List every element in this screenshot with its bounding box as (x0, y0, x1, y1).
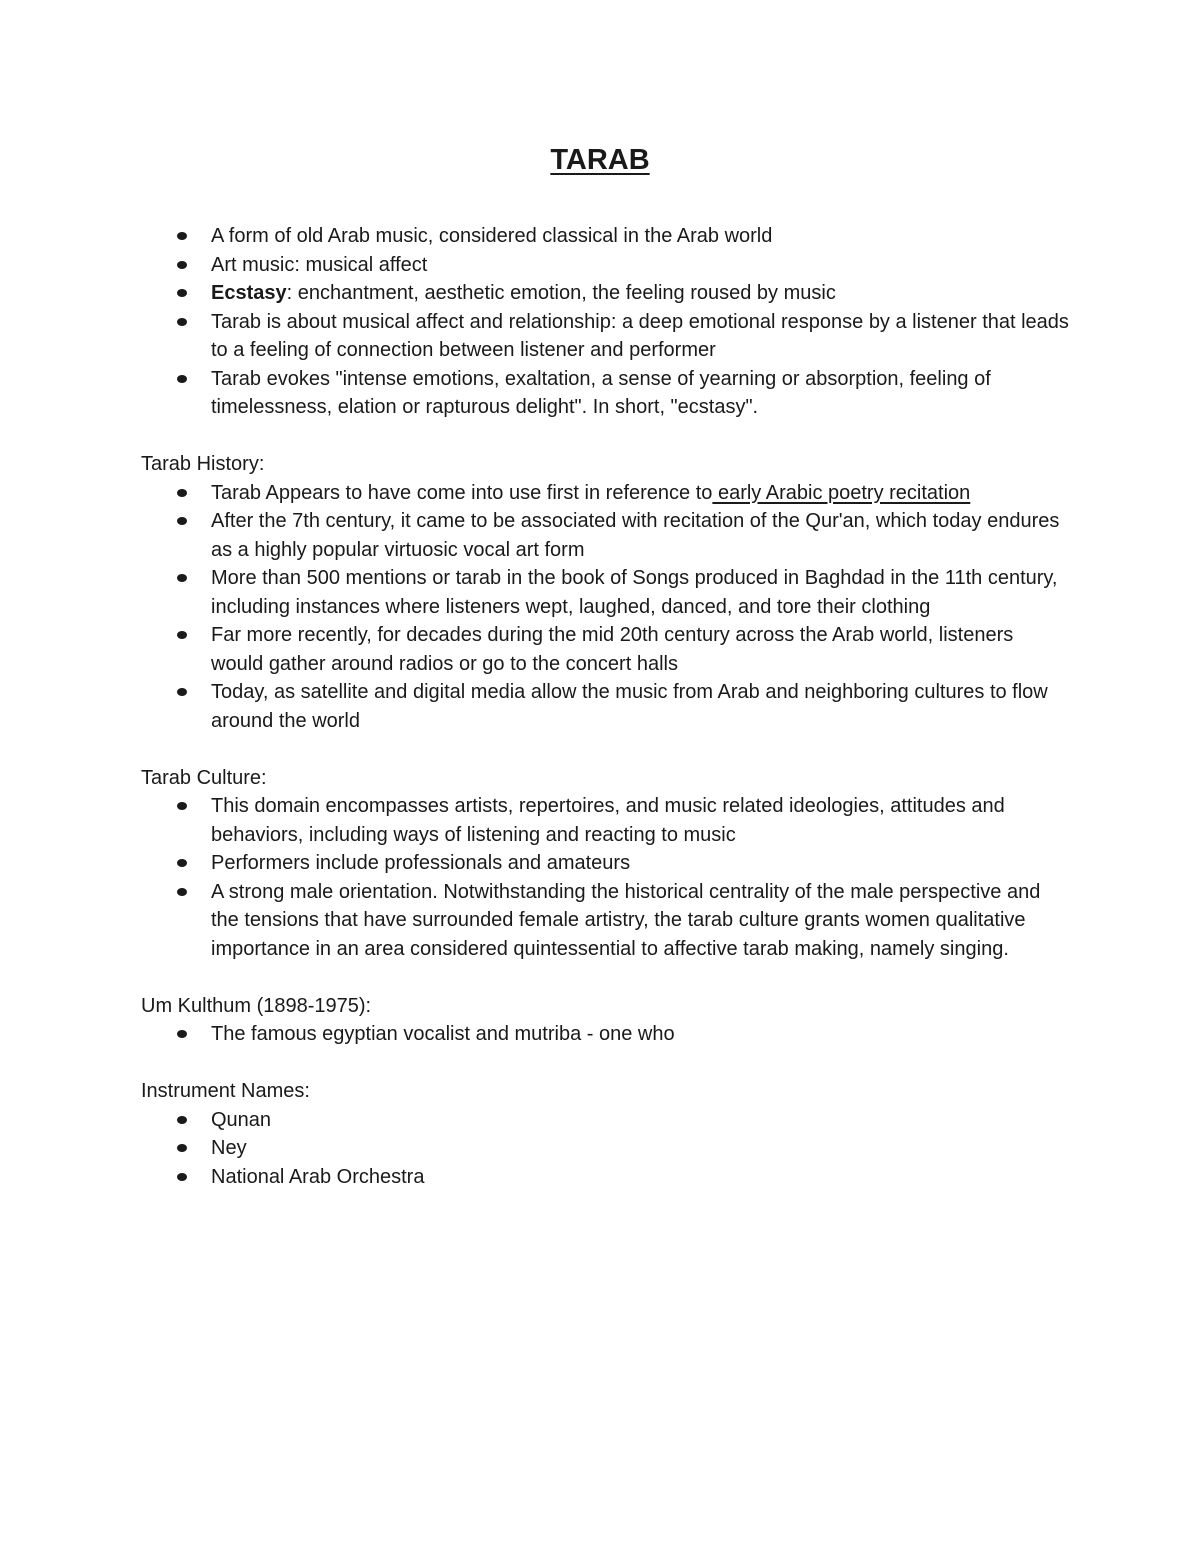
list-item: Far more recently, for decades during the mid 20th century across the Arab world, listeners would gather around radios or go to the concert halls (141, 621, 1071, 678)
intro-list (141, 222, 1071, 422)
list-item (141, 279, 1071, 308)
document-body (141, 222, 1071, 1191)
ecstasy-definition: : enchantment, aesthetic emotion, the feeling roused by music (286, 282, 836, 304)
kulthum-section (141, 992, 1071, 1049)
culture-section (141, 764, 1071, 964)
intro-section (141, 222, 1071, 422)
list-item: After the 7th century, it came to be associated with recitation of the Qur'an, which today endures as a highly popular virtuosic vocal art form (141, 507, 1071, 564)
culture-list (141, 792, 1071, 963)
list-item: Today, as satellite and digital media allow the music from Arab and neighboring cultures to flow around the world (141, 678, 1071, 735)
list-item: This domain encompasses artists, repertoires, and music related ideologies, attitudes and behaviors, including ways of listening and reacting to music (141, 792, 1071, 849)
list-item: A strong male orientation. Notwithstanding the historical centrality of the male perspective and the tensions that have surrounded female artistry, the tarab culture grants women qualitative importance in an area considered quintessential to affective tarab making, namely singing. (141, 878, 1071, 964)
list-item: Art music: musical affect (141, 251, 1071, 280)
list-item: Performers include professionals and amateurs (141, 849, 1071, 878)
ecstasy-term: Ecstasy (211, 282, 287, 304)
list-item: National Arab Orchestra (141, 1163, 1071, 1192)
section-heading: Instrument Names: (141, 1080, 310, 1102)
list-item (141, 479, 1071, 508)
section-heading: Um Kulthum (1898-1975): (141, 994, 372, 1017)
poetry-recitation-link[interactable]: early Arabic poetry recitation (712, 481, 971, 504)
list-item: Tarab evokes "intense emotions, exaltation, a sense of yearning or absorption, feeling of timelessness, elation or rapturous delight". In short, "ecstasy". (141, 365, 1071, 422)
list-item: Ney (141, 1134, 1071, 1163)
section-heading: Tarab Culture: (141, 766, 267, 789)
list-item: Tarab is about musical affect and relationship: a deep emotional response by a listener that leads to a feeling of connection between listener and performer (141, 308, 1071, 365)
list-item: The famous egyptian vocalist and mutriba - one who (141, 1020, 1071, 1049)
kulthum-list (141, 1020, 1071, 1049)
list-item: Qunan (141, 1106, 1071, 1135)
list-item: A form of old Arab music, considered classical in the Arab world (141, 222, 1071, 251)
list-item: More than 500 mentions or tarab in the book of Songs produced in Baghdad in the 11th century, including instances where listeners wept, laughed, danced, and tore their clothing (141, 564, 1071, 621)
instruments-list (141, 1106, 1071, 1192)
document-title: TARAB (550, 144, 650, 176)
instruments-section (141, 1077, 1071, 1191)
list-item-text: Tarab Appears to have come into use first in reference to (211, 481, 713, 504)
history-section (141, 450, 1071, 735)
section-heading: Tarab History: (141, 453, 265, 475)
history-list (141, 479, 1071, 736)
